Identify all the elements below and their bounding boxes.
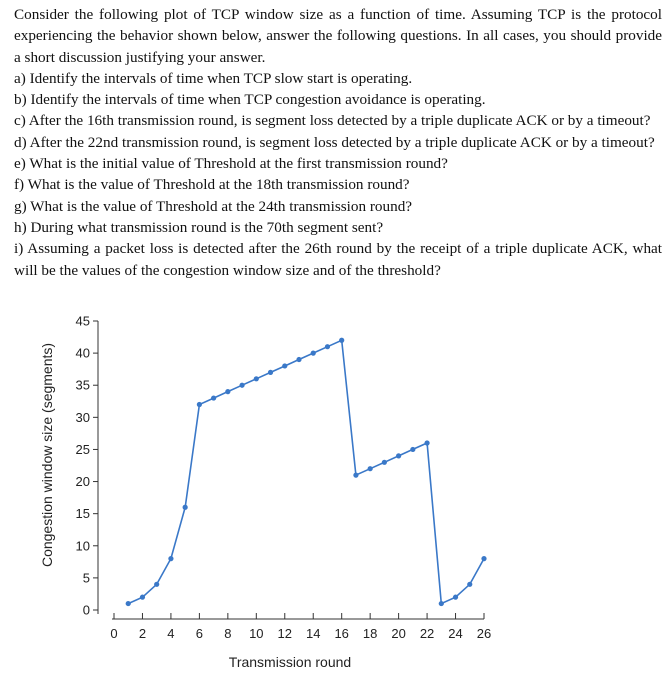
x-tick-label: 8 bbox=[224, 626, 232, 641]
data-point bbox=[311, 351, 316, 356]
data-point bbox=[239, 383, 244, 388]
x-tick-label: 4 bbox=[167, 626, 175, 641]
y-tick-label: 35 bbox=[75, 377, 90, 393]
data-point bbox=[453, 595, 458, 600]
x-tick-label: 22 bbox=[419, 626, 435, 641]
x-tick-label: 26 bbox=[476, 626, 492, 641]
y-tick-label: 0 bbox=[82, 602, 90, 618]
data-point bbox=[282, 363, 287, 368]
data-point bbox=[481, 556, 486, 561]
data-point bbox=[410, 447, 415, 452]
question-item-c: c) After the 16th transmission round, is segment loss detected by a triple duplicate ACK or by a timeout? bbox=[14, 112, 651, 130]
data-point bbox=[211, 395, 216, 400]
y-axis-title: Congestion window size (segments) bbox=[39, 342, 55, 568]
data-point bbox=[140, 595, 145, 600]
y-tick-label: 45 bbox=[75, 313, 90, 329]
data-point bbox=[368, 466, 373, 471]
question-intro: Consider the following plot of TCP window size as a function of time. Assuming TCP is the protocol experiencing the behavior shown below, answer the following questions. In all cases, you should provide a short discussion justifying your answer. bbox=[14, 6, 662, 66]
data-point bbox=[396, 453, 401, 458]
data-point bbox=[126, 601, 131, 606]
x-axis-title: Transmission round bbox=[228, 654, 352, 670]
congestion-window-chart bbox=[0, 300, 671, 700]
question-item-e: e) What is the initial value of Threshold at the first transmission round? bbox=[14, 155, 448, 173]
y-tick-label: 10 bbox=[75, 538, 90, 554]
question-item-f: f) What is the value of Threshold at the 18th transmission round? bbox=[14, 176, 410, 194]
question-item-i: i) Assuming a packet loss is detected after the 26th round by the receipt of a triple duplicate ACK, what will be the values of the congestion window size and of the threshold? bbox=[14, 240, 662, 279]
data-point bbox=[183, 505, 188, 510]
data-point bbox=[154, 582, 159, 587]
x-tick-label: 12 bbox=[277, 626, 293, 641]
x-tick-label: 0 bbox=[110, 626, 118, 641]
data-point bbox=[382, 460, 387, 465]
x-tick-label: 10 bbox=[249, 626, 264, 641]
x-tick-label: 16 bbox=[334, 626, 349, 641]
x-tick-label: 20 bbox=[391, 626, 406, 641]
x-tick-label: 24 bbox=[448, 626, 463, 641]
data-point bbox=[339, 338, 344, 343]
data-point bbox=[296, 357, 301, 362]
data-point bbox=[197, 402, 202, 407]
y-tick-label: 15 bbox=[75, 506, 90, 522]
chart-marks bbox=[126, 338, 487, 607]
data-point bbox=[439, 601, 444, 606]
x-tick-label: 18 bbox=[362, 626, 378, 641]
question-item-a: a) Identify the intervals of time when TCP slow start is operating. bbox=[14, 69, 413, 87]
question-item-b: b) Identify the intervals of time when TCP congestion avoidance is operating. bbox=[14, 91, 486, 109]
data-point bbox=[325, 344, 330, 349]
question-text bbox=[14, 4, 662, 281]
chart-axes bbox=[76, 314, 492, 642]
x-tick-label: 14 bbox=[305, 626, 321, 641]
x-tick-label: 2 bbox=[138, 626, 147, 641]
y-tick-label: 25 bbox=[75, 441, 90, 457]
series-line bbox=[128, 340, 484, 603]
y-tick-label: 40 bbox=[75, 345, 90, 361]
question-item-g: g) What is the value of Threshold at the 24th transmission round? bbox=[14, 197, 413, 215]
data-point bbox=[254, 376, 259, 381]
question-item-d: d) After the 22nd transmission round, is segment loss detected by a triple duplicate ACK or by a timeout? bbox=[14, 133, 655, 151]
data-point bbox=[268, 370, 273, 375]
y-tick-label: 20 bbox=[75, 474, 90, 490]
data-point bbox=[467, 582, 472, 587]
y-tick-label: 30 bbox=[75, 409, 90, 425]
data-point bbox=[168, 556, 173, 561]
data-point bbox=[225, 389, 230, 394]
x-tick-label: 6 bbox=[195, 626, 204, 641]
data-point bbox=[353, 473, 358, 478]
question-item-h: h) During what transmission round is the 70th segment sent? bbox=[14, 218, 384, 236]
data-point bbox=[424, 440, 429, 445]
y-tick-label: 5 bbox=[82, 570, 90, 586]
